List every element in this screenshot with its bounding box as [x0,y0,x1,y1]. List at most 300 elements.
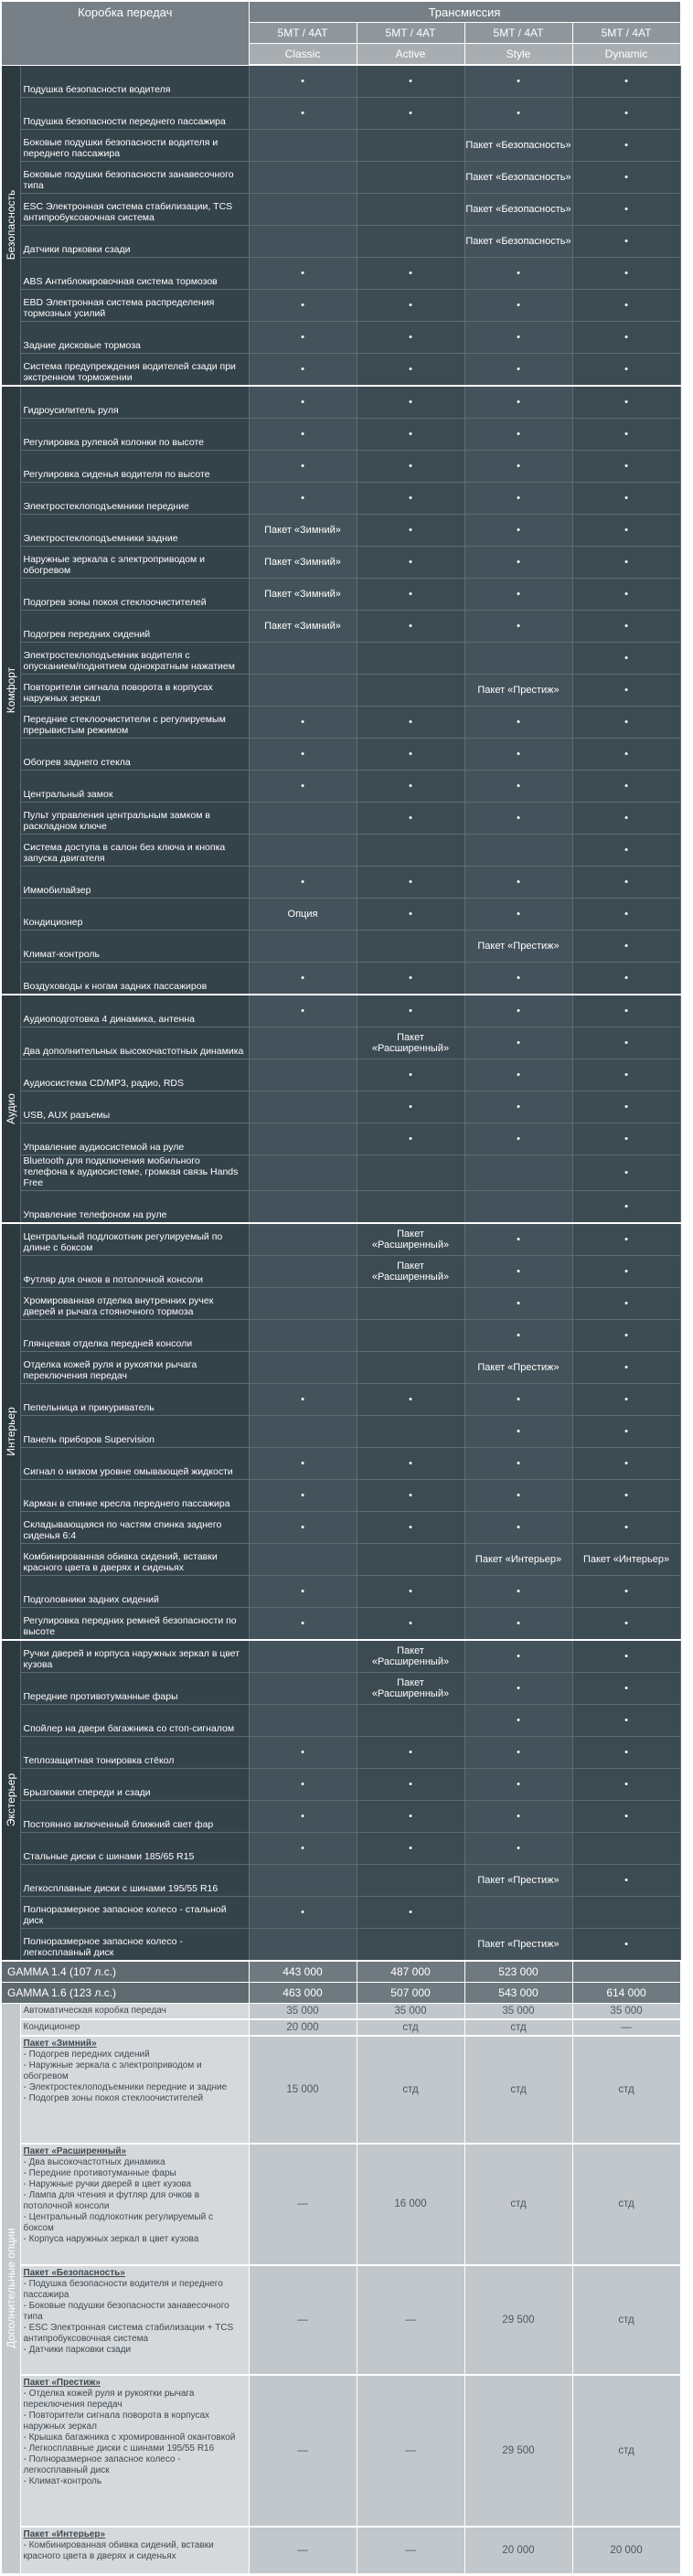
feature-value: Пакет «Расширенный» [357,1027,464,1059]
feature-label: Управление телефоном на руле [20,1190,249,1223]
feature-value [249,930,357,962]
feature-row [2,1479,680,1511]
price-rows [2,1961,680,2004]
included-dot: • [464,418,572,450]
feature-label: Пульт управления центральным замком в раскладном ключе [20,802,249,834]
feature-label: Легкосплавные диски с шинами 195/55 R16 [20,1864,249,1896]
feature-value [249,129,357,161]
feature-row [2,1575,680,1607]
included-dot: • [249,866,357,898]
included-dot: • [357,1511,464,1543]
trans-type-cell: 5MT / 4AT [357,23,464,44]
feature-value: Пакет «Престиж» [464,1351,572,1383]
feature-label: Воздуховоды к ногам задних пассажиров [20,962,249,995]
feature-value [357,1155,464,1190]
feature-row [2,514,680,546]
included-dot: • [464,321,572,353]
feature-label: Спойлер на двери багажника со стоп-сигналом [20,1704,249,1736]
feature-row [2,1768,680,1800]
included-dot: • [464,1383,572,1415]
included-dot: • [572,674,680,706]
included-dot: • [572,642,680,674]
included-dot: • [464,1447,572,1479]
included-dot: • [572,129,680,161]
feature-label: Постоянно включенный ближний свет фар [20,1800,249,1832]
feature-row [2,1091,680,1123]
option-description [20,2265,249,2375]
option-price: 16 000 [357,2144,464,2265]
included-dot: • [464,770,572,802]
included-dot: • [249,1768,357,1800]
feature-row [2,1255,680,1287]
feature-value [249,1255,357,1287]
included-dot: • [464,866,572,898]
included-dot: • [572,1511,680,1543]
feature-row [2,1736,680,1768]
included-dot: • [572,1223,680,1256]
feature-value [249,1415,357,1447]
feature-row [2,1511,680,1543]
feature-value [357,1543,464,1575]
included-dot: • [249,706,357,738]
feature-label: Подогрев зоны покоя стеклоочистителей [20,578,249,610]
included-dot: • [357,482,464,514]
included-dot: • [249,770,357,802]
feature-value [249,1091,357,1123]
feature-label: Боковые подушки безопасности занавесочного типа [20,161,249,193]
feature-label: Передние стеклоочистители с регулируемым прерывистым режимом [20,706,249,738]
included-dot: • [464,1607,572,1640]
feature-row [2,578,680,610]
feature-row [2,930,680,962]
engine-label: GAMMA 1.4 (107 л.с.) [2,1961,249,1983]
included-dot: • [464,1091,572,1123]
feature-row [2,1155,680,1190]
option-price: 15 000 [249,2036,357,2144]
feature-value: Пакет «Зимний» [249,578,357,610]
feature-row [2,418,680,450]
included-dot: • [572,834,680,866]
feature-label: Повторители сигнала поворота в корпусах наружных зеркал [20,674,249,706]
included-dot: • [572,1928,680,1961]
feature-value: Пакет «Зимний» [249,610,357,642]
included-dot: • [249,1736,357,1768]
feature-row [2,1190,680,1223]
included-dot: • [464,289,572,321]
included-dot: • [572,1091,680,1123]
package-item: - Наружные ручки дверей в цвет кузова [23,2178,192,2189]
option-price: стд [464,2019,572,2036]
feature-value [357,930,464,962]
package-item: - Подушка безопасности водителя и переднего пассажира [23,2278,223,2300]
feature-label: Подголовники задних сидений [20,1575,249,1607]
feature-label: Регулировка рулевой колонки по высоте [20,418,249,450]
included-dot: • [572,1155,680,1190]
package-item: - ESC Электронная система стабилизации + TCS антипробуксовочная система [23,2322,234,2344]
feature-value [357,1864,464,1896]
engine-label: GAMMA 1.6 (123 л.с.) [2,1982,249,2003]
option-price: — [357,2527,464,2574]
section-label: Экстерьер [4,1772,17,1827]
included-dot: • [572,1736,680,1768]
included-dot: • [572,1704,680,1736]
feature-row [2,289,680,321]
included-dot: • [357,802,464,834]
included-dot: • [572,1287,680,1319]
feature-value [357,1190,464,1223]
feature-value [357,161,464,193]
included-dot: • [249,321,357,353]
included-dot: • [464,1832,572,1864]
feature-label: Задние дисковые тормоза [20,321,249,353]
included-dot: • [572,161,680,193]
package-title: Пакет «Престиж» [23,2377,101,2388]
feature-value [572,1832,680,1864]
feature-label: Глянцевая отделка передней консоли [20,1319,249,1351]
included-dot: • [572,1190,680,1223]
package-title: Пакет «Интерьер» [23,2528,106,2539]
feature-row [2,898,680,930]
included-dot: • [249,1575,357,1607]
feature-value [357,1415,464,1447]
included-dot: • [249,289,357,321]
feature-value [249,193,357,225]
feature-label: Брызговики спереди и сзади [20,1768,249,1800]
feature-label: Центральный замок [20,770,249,802]
feature-value: Пакет «Расширенный» [357,1640,464,1673]
included-dot: • [249,1383,357,1415]
feature-value [464,1155,572,1190]
option-description [20,2003,249,2019]
package-title: Пакет «Расширенный» [23,2145,127,2156]
included-dot: • [357,995,464,1027]
included-dot: • [464,1059,572,1091]
feature-value [464,1896,572,1928]
feature-label: Полноразмерное запасное колесо - легкосплавный диск [20,1928,249,1961]
included-dot: • [464,386,572,419]
included-dot: • [572,1607,680,1640]
trim-active: Active [357,44,464,66]
included-dot: • [464,1704,572,1736]
option-rows [2,2003,680,2574]
included-dot: • [572,546,680,578]
included-dot: • [572,1059,680,1091]
feature-label: Складывающаяся по частям спинка заднего сиденья 6:4 [20,1511,249,1543]
included-dot: • [572,866,680,898]
included-dot: • [572,1255,680,1287]
included-dot: • [572,225,680,257]
feature-value: Пакет «Безопасность» [464,129,572,161]
options-label-cell [2,2003,20,2574]
package-item: - Корпуса наружных зеркал в цвет кузова [23,2233,199,2244]
feature-value [249,1027,357,1059]
feature-value [249,1672,357,1704]
included-dot: • [464,1123,572,1155]
feature-value [357,1287,464,1319]
option-row [2,2036,680,2144]
price-value: 443 000 [249,1961,357,1983]
transmission-header: Трансмиссия [249,2,680,23]
included-dot: • [464,514,572,546]
option-price: стд [464,2144,572,2265]
trans-type-cell: 5MT / 4AT [249,23,357,44]
feature-label: Электростеклоподъемники передние [20,482,249,514]
included-dot: • [572,770,680,802]
included-dot: • [249,962,357,995]
included-dot: • [572,995,680,1027]
feature-label: Аудиосистема CD/MP3, радио, RDS [20,1059,249,1091]
included-dot: • [464,1319,572,1351]
feature-row [2,1123,680,1155]
feature-value [249,1704,357,1736]
included-dot: • [357,1736,464,1768]
included-dot: • [572,1383,680,1415]
option-row [2,2144,680,2265]
gearbox-header: Коробка передач [2,2,249,65]
feature-row [2,193,680,225]
feature-value [464,1190,572,1223]
feature-label: Передние противотуманные фары [20,1672,249,1704]
included-dot: • [249,65,357,97]
included-dot: • [357,706,464,738]
option-price: 29 500 [464,2265,572,2375]
included-dot: • [464,610,572,642]
package-item: - Климат-контроль [23,2475,102,2486]
included-dot: • [249,1800,357,1832]
package-item: - Подогрев зоны покоя стеклоочистителей [23,2092,204,2103]
feature-label: Датчики парковки сзади [20,225,249,257]
feature-label: Иммобилайзер [20,866,249,898]
trim-dynamic: Dynamic [572,44,680,66]
included-dot: • [572,738,680,770]
feature-label: Теплозащитная тонировка стёкол [20,1736,249,1768]
feature-value [249,1640,357,1673]
option-price: — [357,2375,464,2527]
feature-label: Климат-контроль [20,930,249,962]
feature-label: Аудиоподготовка 4 динамика, антенна [20,995,249,1027]
included-dot: • [357,1123,464,1155]
feature-value [249,1155,357,1190]
feature-row [2,65,680,97]
equipment-table-container [2,2,680,2575]
feature-row [2,1832,680,1864]
option-price: стд [464,2036,572,2144]
feature-label: Комбинированная обивка сидений, вставки красного цвета в дверях и сиденьях [20,1543,249,1575]
included-dot: • [249,257,357,289]
package-title: Пакет «Зимний» [23,2038,97,2049]
package-item: - Наружные зеркала с электроприводом и обогревом [23,2060,202,2081]
feature-row [2,1415,680,1447]
feature-row [2,642,680,674]
feature-value [249,1928,357,1961]
option-row [2,2003,680,2019]
feature-label: Подогрев передних сидений [20,610,249,642]
feature-value: Пакет «Безопасность» [464,225,572,257]
package-item: - Отделка кожей руля и рукоятки рычага переключения передач [23,2388,195,2410]
included-dot: • [357,1800,464,1832]
included-dot: • [249,1832,357,1864]
package-item: - Подогрев передних сидений [23,2049,150,2060]
included-dot: • [464,1511,572,1543]
package-item: - Крышка багажника с хромированной окантовкой [23,2432,236,2443]
included-dot: • [464,1223,572,1256]
included-dot: • [357,1575,464,1607]
included-dot: • [357,738,464,770]
package-item: Автоматическая коробка передач [23,2005,166,2016]
included-dot: • [464,257,572,289]
feature-value [357,1319,464,1351]
option-price: — [572,2019,680,2036]
feature-value [464,834,572,866]
option-price: стд [572,2375,680,2527]
package-item: - Электростеклоподъемники передние и задние [23,2081,228,2092]
feature-label: Bluetooth для подключения мобильного телефона к аудиосистеме, громкая связь Hands Free [20,1155,249,1190]
included-dot: • [572,450,680,482]
section-label-cell [2,386,20,995]
option-row [2,2375,680,2527]
feature-value: Пакет «Престиж» [464,1864,572,1896]
included-dot: • [464,1027,572,1059]
included-dot: • [464,1640,572,1673]
feature-label: Футляр для очков в потолочной консоли [20,1255,249,1287]
option-row [2,2527,680,2574]
included-dot: • [249,1447,357,1479]
section-label: Интерьер [4,1406,17,1456]
included-dot: • [464,1479,572,1511]
included-dot: • [357,321,464,353]
included-dot: • [357,1383,464,1415]
feature-row [2,706,680,738]
included-dot: • [572,514,680,546]
included-dot: • [572,1447,680,1479]
package-title: Пакет «Безопасность» [23,2267,125,2278]
option-price: стд [357,2019,464,2036]
included-dot: • [572,386,680,419]
feature-value [249,1864,357,1896]
option-price: 35 000 [357,2003,464,2019]
feature-row [2,674,680,706]
feature-label: Управление аудиосистемой на руле [20,1123,249,1155]
feature-label: Электростеклоподъемник водителя с опусканием/поднятием однократным нажатием [20,642,249,674]
included-dot: • [357,386,464,419]
price-value: 463 000 [249,1982,357,2003]
feature-label: Пепельница и прикуриватель [20,1383,249,1415]
feature-value: Пакет «Расширенный» [357,1255,464,1287]
feature-value [357,1928,464,1961]
option-price: 20 000 [572,2527,680,2574]
feature-row [2,738,680,770]
feature-value [357,225,464,257]
included-dot: • [249,995,357,1027]
feature-row [2,1351,680,1383]
included-dot: • [572,1351,680,1383]
feature-value: Пакет «Безопасность» [464,161,572,193]
feature-value [249,802,357,834]
option-row [2,2265,680,2375]
option-price: 20 000 [249,2019,357,2036]
included-dot: • [249,1479,357,1511]
included-dot: • [249,97,357,129]
included-dot: • [572,1864,680,1896]
included-dot: • [357,514,464,546]
package-item: - Боковые подушки безопасности занавесочного типа [23,2300,229,2322]
feature-row [2,257,680,289]
feature-row [2,1704,680,1736]
feature-value [357,642,464,674]
feature-value: Пакет «Интерьер» [464,1543,572,1575]
feature-row [2,866,680,898]
included-dot: • [357,418,464,450]
price-value: 487 000 [357,1961,464,1983]
included-dot: • [572,1319,680,1351]
feature-label: Ручки дверей и корпуса наружных зеркал в цвет кузова [20,1640,249,1673]
option-price: — [249,2527,357,2574]
included-dot: • [357,962,464,995]
feature-row [2,610,680,642]
included-dot: • [357,578,464,610]
feature-label: Полноразмерное запасное колесо - стальной диск [20,1896,249,1928]
feature-row [2,321,680,353]
feature-label: Кондиционер [20,898,249,930]
feature-value [249,1059,357,1091]
package-item: - Комбинированная обивка сидений, вставки красного цвета в дверях и сиденьях [23,2539,214,2561]
feature-label: Гидроусилитель руля [20,386,249,419]
feature-row [2,1896,680,1928]
option-price: 35 000 [572,2003,680,2019]
included-dot: • [249,482,357,514]
package-item: Кондиционер [23,2021,80,2032]
included-dot: • [249,418,357,450]
included-dot: • [357,1479,464,1511]
included-dot: • [572,418,680,450]
price-value: 523 000 [464,1961,572,1983]
included-dot: • [464,1575,572,1607]
options-section-label: Дополнительные опции [4,2228,17,2348]
feature-value: Пакет «Интерьер» [572,1543,680,1575]
feature-value [357,1704,464,1736]
included-dot: • [464,546,572,578]
feature-value [249,674,357,706]
feature-value [249,225,357,257]
included-dot: • [572,193,680,225]
feature-value: Пакет «Престиж» [464,1928,572,1961]
included-dot: • [464,1255,572,1287]
option-description [20,2144,249,2265]
feature-row [2,1027,680,1059]
feature-label: ABS Антиблокировочная система тормозов [20,257,249,289]
included-dot: • [357,65,464,97]
price-row [2,1982,680,2003]
included-dot: • [572,1640,680,1673]
included-dot: • [464,995,572,1027]
included-dot: • [572,578,680,610]
included-dot: • [572,353,680,386]
feature-label: EBD Электронная система распределения тормозных усилий [20,289,249,321]
included-dot: • [464,706,572,738]
feature-row [2,482,680,514]
feature-label: Наружные зеркала с электроприводом и обогревом [20,546,249,578]
included-dot: • [249,1511,357,1543]
feature-value: Пакет «Зимний» [249,546,357,578]
included-dot: • [357,1059,464,1091]
feature-row [2,129,680,161]
included-dot: • [357,1832,464,1864]
feature-row [2,1543,680,1575]
option-price: стд [572,2144,680,2265]
price-row [2,1961,680,1983]
included-dot: • [357,450,464,482]
included-dot: • [464,962,572,995]
